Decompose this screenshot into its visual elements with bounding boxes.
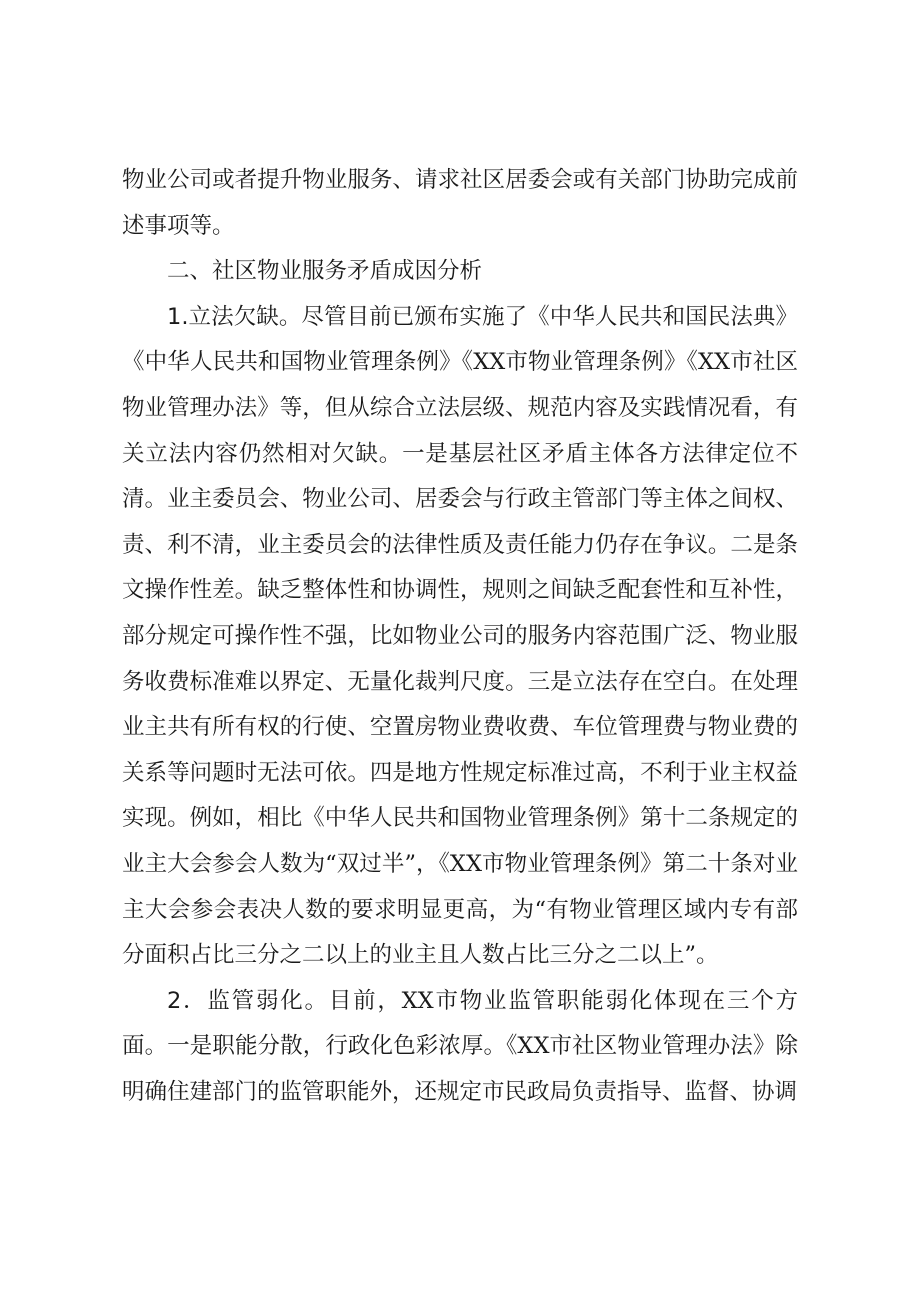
document-body <box>122 158 798 1115</box>
paragraph-text: 目前，XX市物业监管职能弱化体现在三个方面。一是职能分散，行政化色彩浓厚。《XX市社区物业管理办法》除明确住建部门的监管职能外，还规定市民政局负责指导、监督、协调 <box>122 987 798 1105</box>
paragraph-text: 物业公司或者提升物业服务、请求社区居委会或有关部门协助完成前述事项等。 <box>122 167 798 239</box>
section-heading <box>122 249 798 295</box>
section-heading-text: 二、社区物业服务矛盾成因分析 <box>167 258 483 285</box>
paragraph-lead: 1.立法欠缺。 <box>167 303 302 330</box>
paragraph-legislation <box>122 295 798 979</box>
paragraph-supervision <box>122 979 798 1116</box>
paragraph-text: 尽管目前已颁布实施了《中华人民共和国民法典》《中华人民共和国物业管理条例》《XX市物业管理条例》《XX市社区物业管理办法》等，但从综合立法层级、规范内容及实践情况看，有关立法内容仍然相对欠缺。一是基层社区矛盾主体各方法律定位不清。业主委员会、物业公司、居委会与行政主管部门等主体之间权、责、利不清，业主委员会的法律性质及责任能力仍存在争议。二是条文操作性差。缺乏整体性和协调性，规则之间缺乏配套性和互补性，部分规定可操作性不强，比如物业公司的服务内容范围广泛、物业服务收费标准难以界定、无量化裁判尺度。三是立法存在空白。在处理业主共有所有权的行使、空置房物业费收费、车位管理费与物业费的关系等问题时无法可依。四是地方性规定标准过高，不利于业主权益实现。例如，相比《中华人民共和国物业管理条例》第十二条规定的业主大会参会人数为“双过半”，《XX市物业管理条例》第二十条对业主大会参会表决人数的要求明显更高，为“有物业管理区域内专有部分面积占比三分之二以上的业主且人数占比三分之二以上”。 <box>122 303 798 969</box>
paragraph-lead: 2．监管弱化。 <box>167 987 329 1014</box>
paragraph-continuation <box>122 158 798 249</box>
